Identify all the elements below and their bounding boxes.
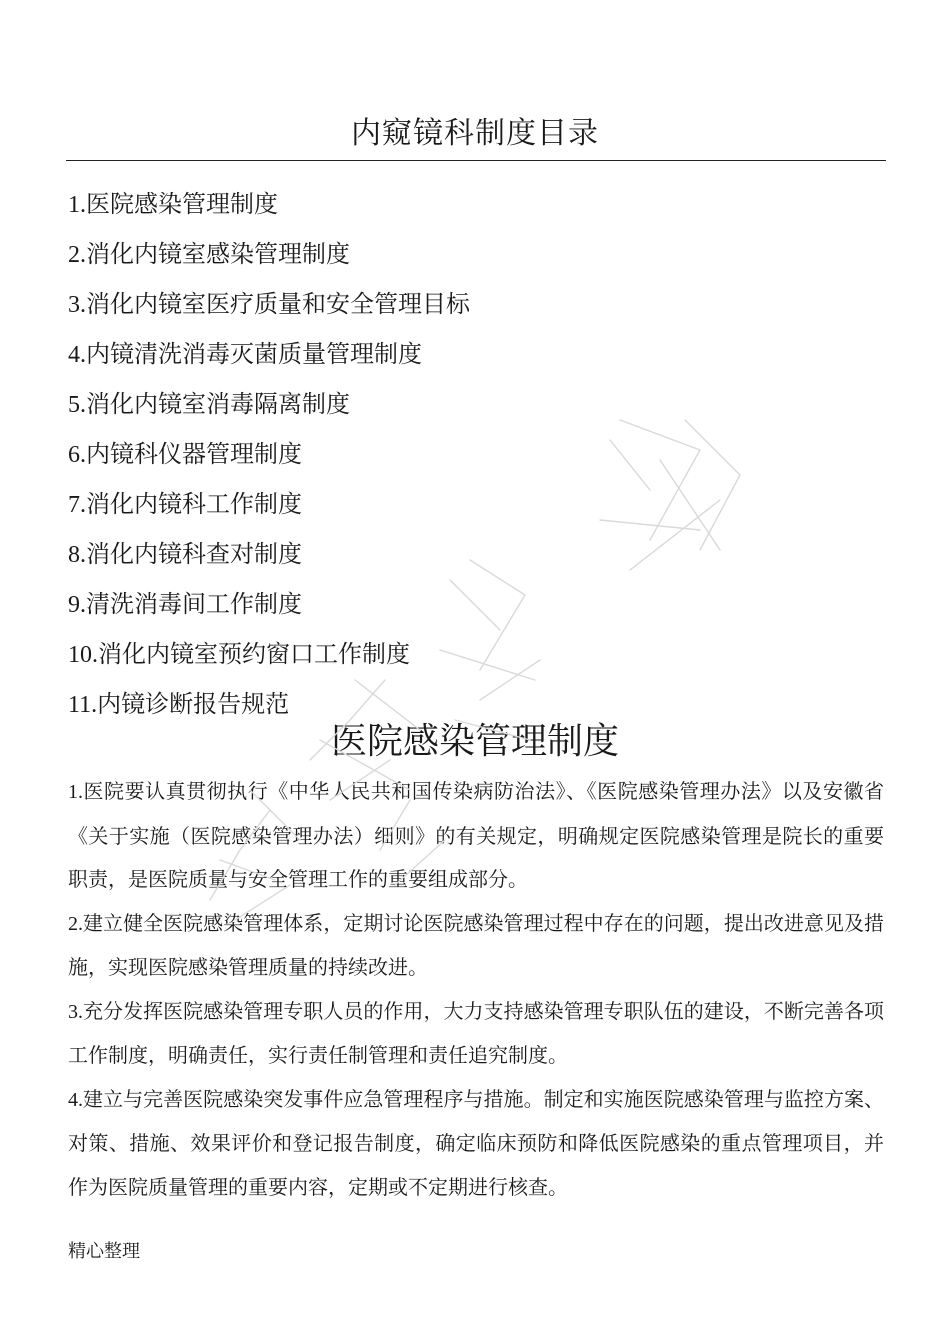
toc-item-label: 消化内镜室医疗质量和安全管理目标 — [86, 290, 470, 318]
section-body — [68, 770, 884, 1209]
toc-item-number: 1. — [68, 192, 86, 218]
section-title: 医院感染管理制度 — [330, 721, 619, 762]
page-title: 内窥镜科制度目录 — [351, 116, 599, 151]
toc-item-label: 内镜科仪器管理制度 — [86, 440, 302, 468]
toc-item — [68, 384, 470, 434]
toc-item-label: 医院感染管理制度 — [86, 190, 278, 218]
body-paragraph — [68, 990, 884, 1078]
body-paragraph — [68, 1078, 884, 1210]
toc-item-label: 消化内镜科工作制度 — [86, 490, 302, 518]
paragraph-text: 建立与完善医院感染突发事件应急管理程序与措施。制定和实施医院感染管理与监控方案、对策、措施、效果评价和登记报告制度，确定临床预防和降低医院感染的重点管理项目，并作为医院质量管理的重要内容，定期或不定期进行核查。 — [68, 1086, 884, 1199]
toc-item-number: 4. — [68, 342, 86, 368]
body-paragraph — [68, 770, 884, 902]
toc-item-number: 7. — [68, 492, 86, 518]
toc-item — [68, 234, 470, 284]
paragraph-text: 建立健全医院感染管理体系，定期讨论医院感染管理过程中存在的问题，提出改进意见及措施，实现医院感染管理质量的持续改进。 — [68, 910, 884, 979]
toc-item — [68, 284, 470, 334]
toc-item-label: 内镜清洗消毒灭菌质量管理制度 — [86, 340, 422, 368]
toc-item-number: 9. — [68, 592, 86, 618]
toc-item — [68, 484, 470, 534]
toc-item — [68, 334, 470, 384]
paragraph-number: 4. — [68, 1088, 83, 1111]
toc-item-number: 5. — [68, 392, 86, 418]
body-paragraph — [68, 902, 884, 990]
toc-item — [68, 534, 470, 584]
toc-item-number: 2. — [68, 242, 86, 268]
toc-item-number: 11. — [68, 692, 98, 718]
toc-item-number: 10. — [68, 642, 98, 668]
toc-item-number: 3. — [68, 292, 86, 318]
paragraph-text: 医院要认真贯彻执行《中华人民共和国传染病防治法》、《医院感染管理办法》以及安徽省《关于实施（医院感染管理办法）细则》的有关规定，明确规定医院感染管理是院长的重要职责，是医院质量与安全管理工作的重要组成部分。 — [68, 779, 884, 891]
toc-item-label: 消化内镜室预约窗口工作制度 — [98, 640, 410, 668]
page-footer: 精心整理 — [68, 1241, 140, 1262]
toc-item — [68, 634, 470, 684]
toc-item-label: 消化内镜室消毒隔离制度 — [86, 390, 350, 418]
paragraph-number: 3. — [68, 1000, 83, 1023]
table-of-contents — [68, 184, 470, 734]
toc-item — [68, 434, 470, 484]
toc-item-label: 内镜诊断报告规范 — [97, 690, 290, 718]
toc-item-label: 消化内镜室感染管理制度 — [86, 240, 350, 268]
toc-item — [68, 584, 470, 634]
paragraph-number: 2. — [68, 912, 83, 935]
toc-item-number: 6. — [68, 442, 86, 468]
toc-item-number: 8. — [68, 542, 86, 568]
paragraph-number: 1. — [68, 781, 83, 803]
title-divider — [66, 160, 886, 161]
paragraph-text: 充分发挥医院感染管理专职人员的作用，大力支持感染管理专职队伍的建设，不断完善各项工作制度，明确责任，实行责任制管理和责任追究制度。 — [68, 998, 884, 1067]
toc-item — [68, 184, 470, 234]
toc-item-label: 消化内镜科查对制度 — [86, 540, 302, 568]
toc-item-label: 清洗消毒间工作制度 — [86, 590, 302, 618]
